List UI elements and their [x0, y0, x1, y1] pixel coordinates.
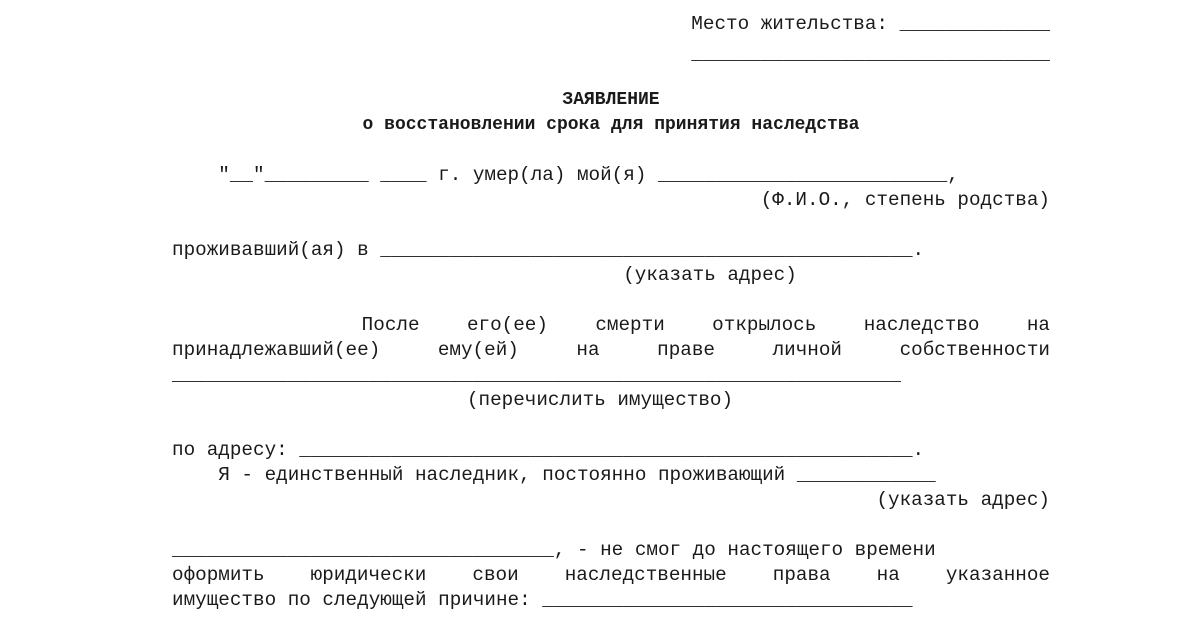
property-line: принадлежавший(ее) ему(ей) на праве личной собственности	[172, 339, 1050, 361]
sole-heir-line: Я - единственный наследник, постоянно проживающий ____________	[172, 464, 936, 486]
after-death-text: После его(ее) смерти открылось наследство на	[361, 314, 1050, 336]
reason-line: имущество по следующей причине: ________________________________	[172, 589, 913, 611]
residence-line: Место жительства: _____________	[691, 13, 1050, 35]
document-title: ЗАЯВЛЕНИЕ	[562, 90, 660, 110]
residence-blank-line: _______________________________	[691, 43, 1050, 65]
sole-heir-hint: (указать адрес)	[876, 489, 1050, 511]
at-address-line: по адресу: _____________________________________________________.	[172, 439, 925, 461]
death-line: "__"_________ ____ г. умер(ла) мой(я) _________________________,	[172, 164, 959, 186]
lived-line: проживавший(ая) в ______________________________________________.	[172, 239, 925, 261]
after-death-line	[172, 313, 1050, 338]
document-subtitle: о восстановлении срока для принятия наследства	[362, 115, 860, 135]
not-able-line: _________________________________, - не смог до настоящего времени	[172, 539, 936, 561]
property-hint: (перечислить имущество)	[466, 389, 734, 411]
address-hint: (указать адрес)	[623, 264, 797, 286]
formalize-line: оформить юридически свои наследственные права на указанное	[172, 564, 1050, 586]
death-hint: (Ф.И.О., степень родства)	[760, 189, 1050, 211]
property-blank: _______________________________________________________________	[172, 364, 901, 386]
